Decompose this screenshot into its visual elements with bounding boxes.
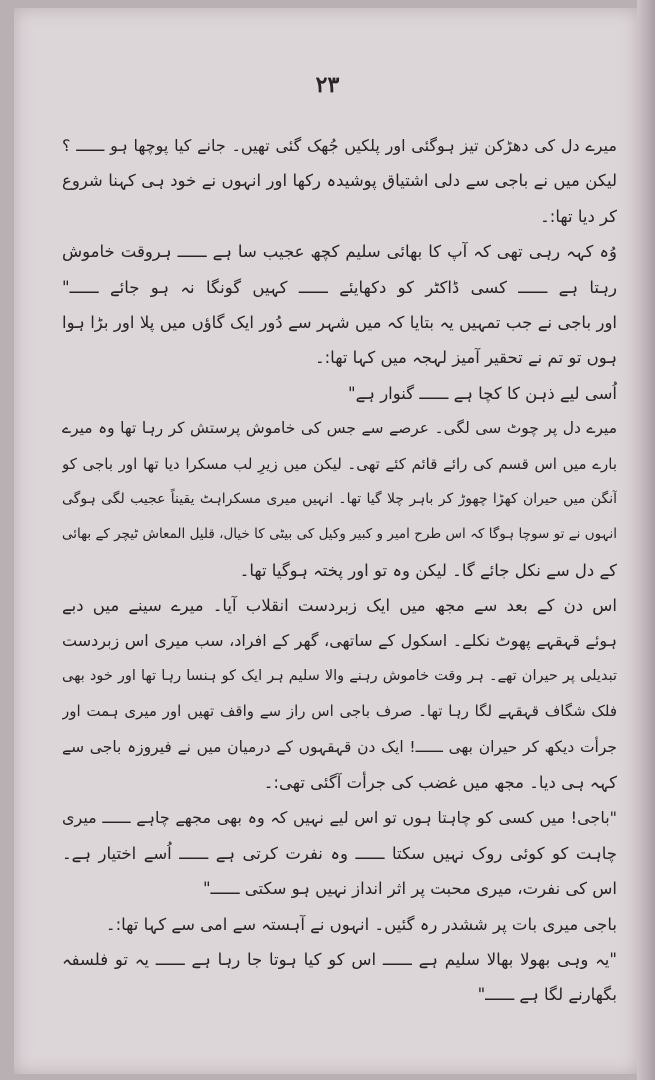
text-line: کہہ ہی دیا۔ مجھ میں غضب کی جرأت آگئی تھی:۔ xyxy=(263,773,617,793)
text-line: اُسی لیے ذہن کا کچا ہے ــــــ گنوار ہے" xyxy=(348,383,617,403)
text-line: چاہت کو کوئی روک نہیں سکتا ــــــ وہ نفرت کرتی ہے ــــــ اُسے اختیار ہے۔ xyxy=(62,843,617,863)
text-line: رہتا ہے ــــــ کسی ڈاکٹر کو دکھایئے ــــــ کہیں گونگا نہ ہو جائے ــــــ" xyxy=(62,277,617,297)
text-line: میرے دل پر چوٹ سی لگی۔ عرصے سے جس کی خاموش پرستش کر رہا تھا وہ میرے xyxy=(62,419,617,438)
text-line: "باجی! میں کسی کو چاہتا ہوں تو اس لیے نہیں کہ وہ بھی مجھے چاہے ــــــ میری xyxy=(62,808,617,828)
text-line: کے دل سے نکل جائے گا۔ لیکن وہ تو اور پختہ ہوگیا تھا۔ xyxy=(239,560,617,580)
text-line: تبدیلی پر حیران تھے۔ ہر وقت خاموش رہنے والا سلیم ہر ایک کو ہنسا رہا تھا اور خود بھی xyxy=(62,667,617,684)
text-line: "یہ وہی بھولا بھالا سلیم ہے ــــــ اس کو کیا ہوتا جا رہا ہے ــــــ یہ تو فلسفہ xyxy=(62,949,617,969)
page-edge-shadow xyxy=(637,0,655,1080)
text-line: ہوئے قہقہے پھوٹ نکلے۔ اسکول کے ساتھی، گھر کے افراد، سب میری اس زبردست xyxy=(62,631,617,651)
text-line: ہوں تو تم نے تحقیر آمیز لہجہ میں کہا تھا:۔ xyxy=(314,348,617,368)
text-line: وُہ کہہ رہی تھی کہ آپ کا بھائی سلیم کچھ عجیب سا ہے ــــــ ہروقت خاموش xyxy=(62,242,617,262)
text-line: میرے دل کی دھڑکن تیز ہوگئی اور پلکیں جُھک گئی تھیں۔ جانے کیا پوچھا ہو ــــــ ؟ xyxy=(62,136,617,155)
text-line: کر دیا تھا:۔ xyxy=(540,206,617,226)
text-line: بگھارنے لگا ہے ــــــ" xyxy=(477,985,617,1005)
page-number: ۲۳ xyxy=(315,72,340,98)
text-line: اس کی نفرت، میری محبت پر اثر انداز نہیں ہو سکتی ــــــ" xyxy=(202,879,617,899)
text-line: لیکن میں نے باجی سے دلی اشتیاق پوشیدہ رکھا اور انہوں نے خود ہی کہنا شروع xyxy=(62,171,617,191)
text-line: جرأت دیکھ کر حیران بھی ــــــ! ایک دن قہقہوں کے درمیان میں نے فیروزہ باجی سے xyxy=(62,737,617,756)
text-line: اس دن کے بعد سے مجھ میں ایک زبردست انقلاب آیا۔ میرے سینے میں دبے xyxy=(62,596,617,616)
body-text xyxy=(62,128,617,1013)
text-line: آنگن میں حیران کھڑا چھوڑ کر باہر چلا گیا تھا۔ انہیں میری مسکراہٹ یقیناً عجیب لگی ہوگی xyxy=(62,490,617,507)
text-line: اور باجی نے جب تمہیں یہ بتایا کہ میں شہر سے دُور ایک گاؤں میں پلا اور بڑا ہوا xyxy=(62,312,617,332)
text-line: فلک شگاف قہقہے لگا رہا تھا۔ صرف باجی اس راز سے واقف تھیں اور میری ہمت اور xyxy=(62,702,617,721)
text-line: بارے میں اس قسم کی رائے قائم کئے تھی۔ لیکن میں زیرِ لب مسکرا دیا تھا اور باجی کو xyxy=(62,454,617,473)
text-line: باجی میری بات پر ششدر رہ گئیں۔ انہوں نے آہستہ سے امی سے کہا تھا:۔ xyxy=(105,914,617,934)
text-line: انہوں نے تو سوچا ہوگا کہ اس طرح امیر و کبیر وکیل کی بیٹی کا خیال، قلیل المعاش ٹیچر کے بھائی xyxy=(62,526,617,543)
